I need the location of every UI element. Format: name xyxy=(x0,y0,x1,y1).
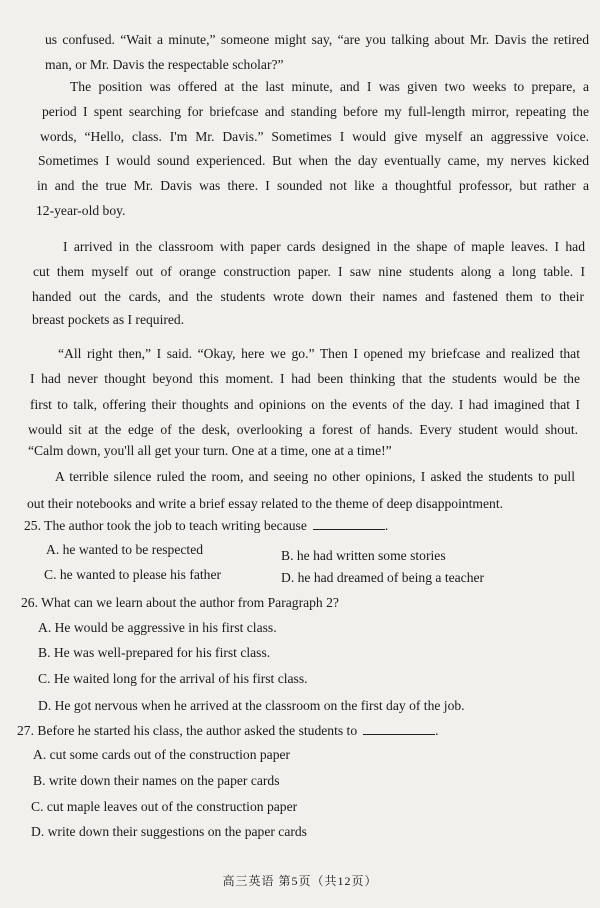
question-27-stem xyxy=(17,722,439,740)
option-27-a: A. cut some cards out of the construction paper xyxy=(33,747,291,762)
option-26-d: D. He got nervous when he arrived at the classroom on the first day of the job. xyxy=(38,698,465,713)
passage-line: in and the true Mr. Davis was there. I sounded not like a thoughtful professor, but rather a xyxy=(37,178,589,193)
passage-line: first to talk, offering their thoughts and opinions on the events of the day. I had imagined that I xyxy=(30,397,580,412)
answer-blank xyxy=(313,517,385,530)
passage-line: breast pockets as I required. xyxy=(32,312,185,327)
option-26-a: A. He would be aggressive in his first class. xyxy=(38,620,277,635)
passage-line: The position was offered at the last minute, and I was given two weeks to prepare, a xyxy=(70,79,589,94)
passage-line: handed out the cards, and the students wrote down their names and fastened them to their xyxy=(32,289,584,304)
passage-line: man, or Mr. Davis the respectable scholar?” xyxy=(45,57,284,72)
question-25-stem xyxy=(24,517,388,535)
question-stem-text: 27. Before he started his class, the author asked the students to xyxy=(17,723,358,738)
passage-line: words, “Hello, class. I'm Mr. Davis.” Sometimes I would give myself an aggressive voice. xyxy=(40,129,589,144)
option-27-d: D. write down their suggestions on the paper cards xyxy=(31,824,307,839)
passage-line: Sometimes I would sound experienced. But when the day eventually came, my nerves kicked xyxy=(38,153,589,168)
passage-line: period I spent searching for briefcase and standing before my full-length mirror, repeating the xyxy=(42,104,589,119)
option-25-c: C. he wanted to please his father xyxy=(44,567,222,582)
page-footer: 高三英语 第5页（共12页） xyxy=(222,874,378,888)
passage-line: would sit at the edge of the desk, overlooking a forest of hands. Every student would shout. xyxy=(28,422,578,437)
blank-terminator: . xyxy=(384,518,389,533)
option-25-d: D. he had dreamed of being a teacher xyxy=(281,570,485,585)
option-26-b: B. He was well-prepared for his first class. xyxy=(38,645,271,660)
passage-line: “All right then,” I said. “Okay, here we go.” Then I opened my briefcase and realized that xyxy=(58,346,580,361)
option-27-b: B. write down their names on the paper cards xyxy=(33,773,280,788)
passage-line: us confused. “Wait a minute,” someone might say, “are you talking about Mr. Davis the retired xyxy=(45,32,589,47)
option-25-a: A. he wanted to be respected xyxy=(46,542,204,557)
passage-line: cut them myself out of orange construction paper. I saw nine students along a long table. I xyxy=(33,264,585,279)
passage-line: I arrived in the classroom with paper cards designed in the shape of maple leaves. I had xyxy=(63,239,585,254)
option-27-c: C. cut maple leaves out of the construction paper xyxy=(31,799,298,814)
answer-blank xyxy=(363,722,435,735)
option-26-c: C. He waited long for the arrival of his first class. xyxy=(38,671,308,686)
blank-terminator: . xyxy=(435,723,439,738)
passage-line: A terrible silence ruled the room, and seeing no other opinions, I asked the students to pull xyxy=(55,469,575,484)
question-stem-text: 25. The author took the job to teach writing because xyxy=(24,518,307,533)
question-26-stem: 26. What can we learn about the author from Paragraph 2? xyxy=(21,595,339,610)
passage-line: 12-year-old boy. xyxy=(36,203,126,218)
passage-line: out their notebooks and write a brief essay related to the theme of deep disappointment. xyxy=(27,496,504,511)
passage-line: “Calm down, you'll all get your turn. One at a time, one at a time!” xyxy=(28,443,392,458)
passage-line: I had never thought beyond this moment. I had been thinking that the students would be the xyxy=(30,371,580,386)
option-25-b: B. he had written some stories xyxy=(281,548,446,563)
